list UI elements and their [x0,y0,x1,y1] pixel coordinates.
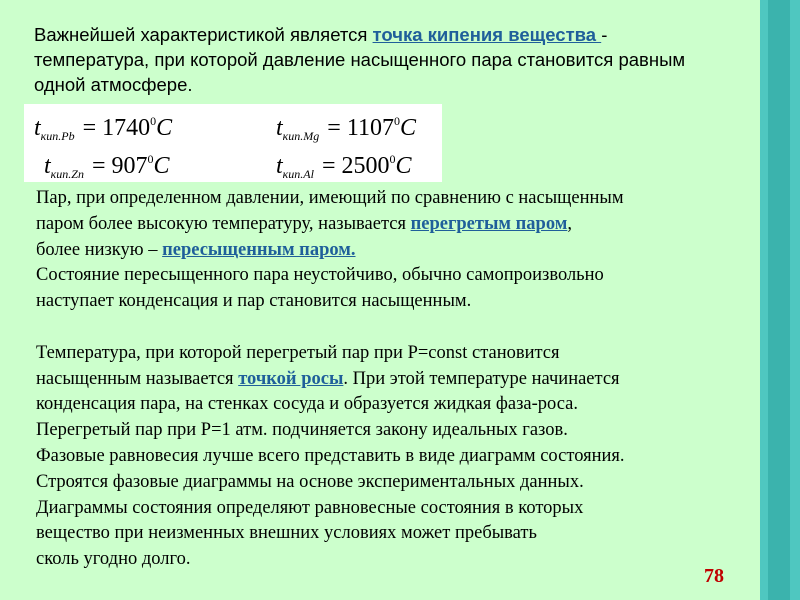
text-line: Диаграммы состояния определяют равновесные состояния в которых [36,497,584,518]
text-span: насыщенным называется [36,368,239,389]
intro-line-3: одной атмосфере. [34,74,193,95]
term-supersaturated-steam: пересыщенным паром. [162,239,356,260]
formula-value: 1107 [346,115,394,141]
page-number: 78 [704,565,724,587]
intro-line-2: температура, при которой давление насыщенного пара становится равным [34,49,686,70]
intro-text: Важнейшей характеристикой является [34,24,373,45]
formula-symbol: t [44,153,51,179]
term-superheated-steam: перегретым паром [410,213,568,234]
formula-degree: 0 [150,114,157,128]
formula-equals: = [321,153,336,179]
term-dew-point: точкой росы [238,368,344,389]
formula-symbol: t [276,115,283,141]
formula-degree: 0 [393,114,400,128]
formula-subscript: кип.Zn [50,167,84,181]
formula-unit: C [153,153,170,179]
text-line: сколь угодно долго. [36,549,191,570]
formula-subscript: кип.Al [282,167,314,181]
formula-value: 2500 [341,153,390,179]
formula-equals: = [91,153,106,179]
term-boiling-point: точка кипения вещества [372,24,602,45]
text-line: наступает конденсация и пар становится насыщенным. [36,291,472,312]
formula-equals: = [327,115,341,141]
formula-unit: C [395,153,412,179]
formula-unit: C [399,115,416,141]
formula-value: 1740 [102,115,151,141]
intro-dash: - [601,24,608,45]
formula-subscript: кип.Mg [282,129,320,143]
text-span: более низкую – [36,239,163,260]
text-span: , [567,213,572,234]
main-text [36,186,756,573]
text-line: Строятся фазовые диаграммы на основе экспериментальных данных. [36,471,584,492]
text-line: Перегретый пар при P=1 атм. подчиняется закону идеальных газов. [36,420,568,441]
formula-value: 907 [111,153,148,179]
text-line: Пар, при определенном давлении, имеющий по сравнению с насыщенным [36,188,624,208]
text-line: Температура, при которой перегретый пар при P=const становится [36,342,560,363]
intro-paragraph [34,22,794,97]
text-line [36,367,756,393]
text-line: Состояние пересыщенного пара неустойчиво, обычно самопроизвольно [36,265,604,286]
formula-symbol: t [276,153,283,179]
intro-line-1 [34,22,794,47]
text-span: . При этой температуре начинается [343,368,620,389]
boiling-points-formula-box [24,104,442,182]
formula-degree: 0 [389,152,396,166]
formula-equals: = [82,115,97,141]
text-line [36,212,756,238]
text-line [36,238,756,264]
text-span: паром более высокую температуру, называется [36,213,411,234]
formula-unit: C [156,115,173,141]
text-line: вещество при неизменных внешних условиях может пребывать [36,523,537,544]
formula-boiling-zn [44,144,170,189]
blank-line [36,315,756,341]
text-line: Фазовые равновесия лучше всего представить в виде диаграмм состояния. [36,445,625,466]
text-line: конденсация пара, на стенках сосуда и образуется жидкая фаза-роса. [36,394,578,415]
formula-subscript: кип.Pb [40,129,75,143]
formula-symbol: t [34,115,41,141]
formula-degree: 0 [147,152,154,166]
formula-boiling-al [276,144,412,189]
